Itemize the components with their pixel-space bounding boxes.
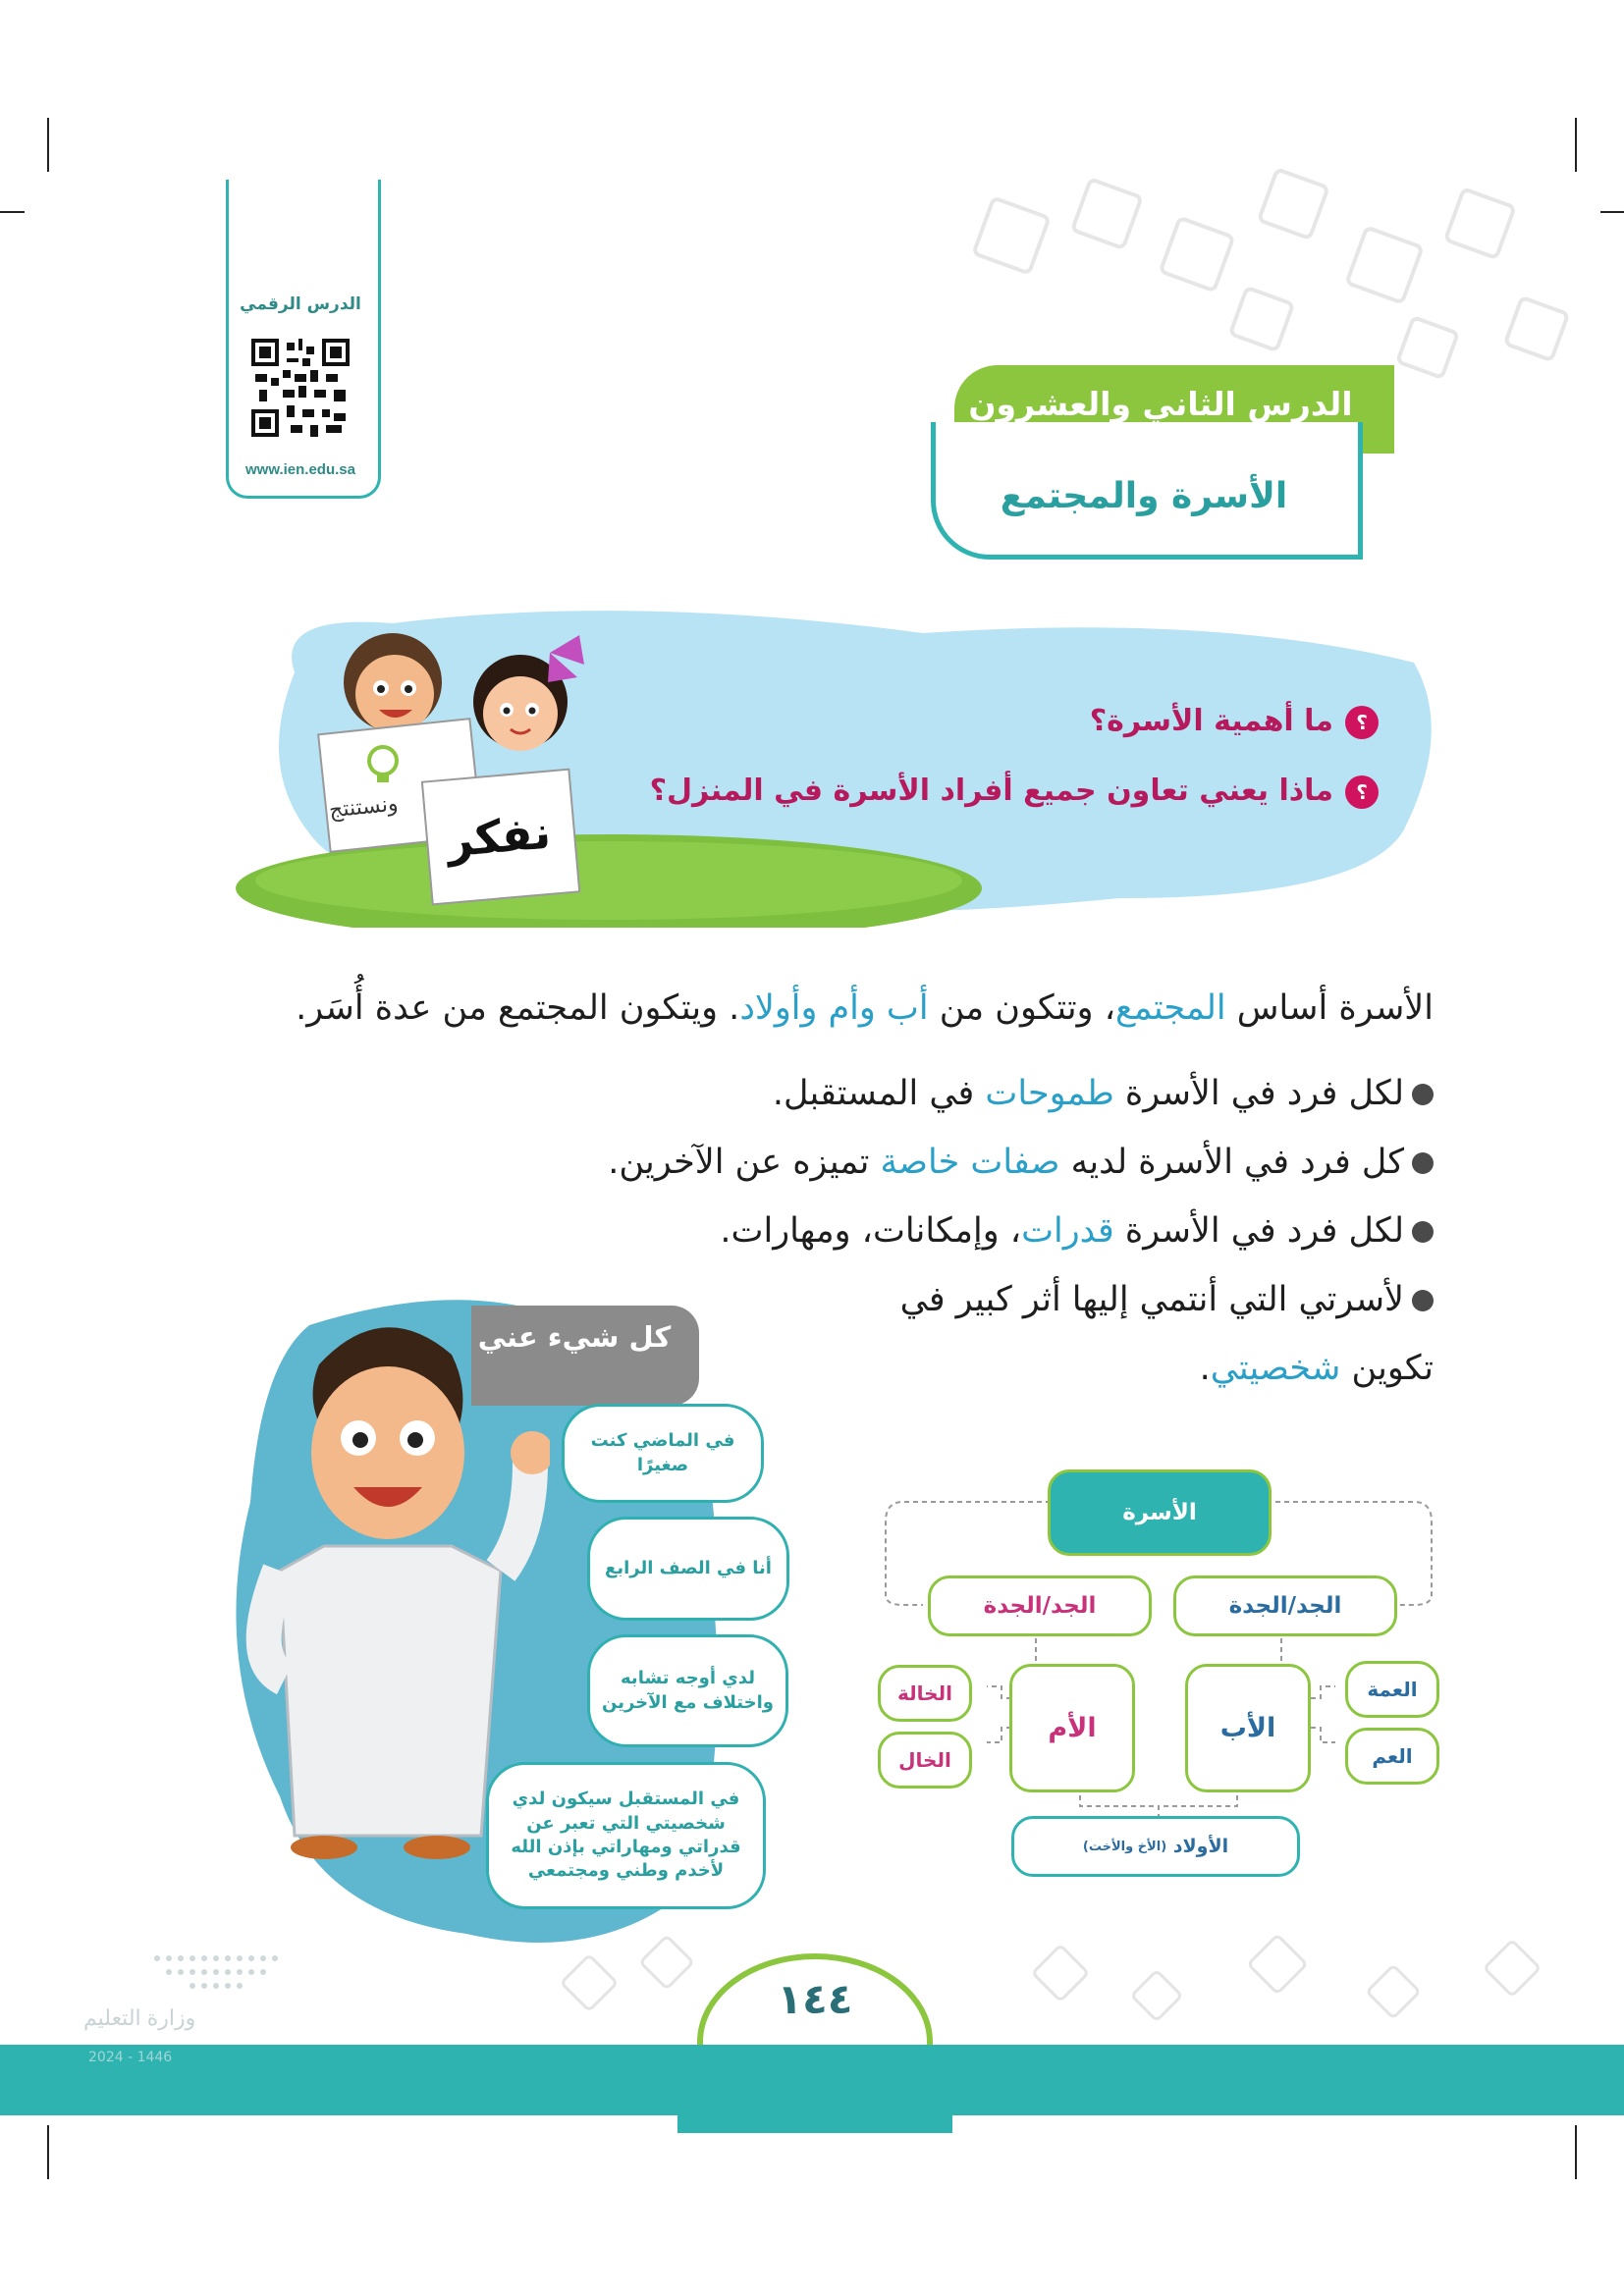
intro-paragraph: الأسرة أساس المجتمع، وتتكون من أب وأم وأولاد. ويتكون المجتمع من عدة أُسَر.	[296, 988, 1434, 1028]
sign-think: نفكر	[444, 805, 553, 868]
digital-lesson-url[interactable]: www.ien.edu.sa	[245, 461, 355, 478]
lesson-number: الدرس الثاني والعشرون	[968, 385, 1353, 423]
tree-node-maternal-aunt: الخالة	[878, 1665, 972, 1722]
about-me-bubble: أنا في الصف الرابع	[587, 1517, 789, 1621]
about-me-bubble: لدي أوجه تشابه واختلاف مع الآخرين	[587, 1634, 788, 1747]
ministry-logo-dots	[147, 1949, 295, 1998]
bullet-icon	[1412, 1290, 1434, 1311]
page-number: ١٤٤	[777, 1975, 853, 2023]
tree-node-paternal-aunt: العمة	[1345, 1661, 1439, 1718]
bullet-icon	[1412, 1152, 1434, 1174]
lesson-title: الأسرة والمجتمع	[1000, 476, 1288, 516]
tree-node-maternal-uncle: الخال	[878, 1732, 972, 1789]
question-mark-icon: ؟	[1345, 706, 1379, 739]
bullet-item: لكل فرد في الأسرة طموحات في المستقبل.	[773, 1070, 1434, 1118]
children-illustration	[314, 623, 609, 918]
tree-node-mother: الأم	[1009, 1664, 1135, 1792]
bullet-item: كل فرد في الأسرة لديه صفات خاصة تميزه عن الآخرين.	[608, 1139, 1434, 1187]
tree-node-paternal-grandparents: الجد/الجدة	[1173, 1575, 1397, 1636]
sign-conclude: ونستنتج	[327, 791, 400, 824]
tree-node-children: الأولاد (الأخ والأخت)	[1011, 1816, 1300, 1877]
about-me-bubble: في المستقبل سيكون لدي شخصيتي التي تعبر عن قدراتي ومهاراتي بإذن الله لأخدم وطني ومجتمعي	[486, 1762, 766, 1909]
about-me-title: كل شيء عني	[477, 1320, 672, 1354]
tree-node-father: الأب	[1185, 1664, 1311, 1792]
footer-band-cover	[677, 2045, 952, 2133]
think-question-1: ؟ما أهمية الأسرة؟	[1090, 704, 1379, 739]
edition-year: 2024 - 1446	[88, 2050, 173, 2065]
qr-code[interactable]	[251, 339, 350, 437]
tree-node-maternal-grandparents: الجد/الجدة	[928, 1575, 1152, 1636]
bullet-icon	[1412, 1084, 1434, 1105]
bullet-continuation: تكوين شخصيتي.	[1199, 1349, 1434, 1388]
think-question-2: ؟ماذا يعني تعاون جميع أفراد الأسرة في المنزل؟	[650, 774, 1379, 809]
bullet-icon	[1412, 1221, 1434, 1243]
ministry-logo-text: وزارة التعليم	[83, 2005, 196, 2030]
bullet-item: لكل فرد في الأسرة قدرات، وإمكانات، ومهارات.	[720, 1207, 1434, 1255]
about-me-bubble: في الماضي كنت صغيرًا	[562, 1404, 764, 1503]
digital-lesson-label: الدرس الرقمي	[240, 294, 361, 314]
tree-node-paternal-uncle: العم	[1345, 1728, 1439, 1785]
question-mark-icon: ؟	[1345, 775, 1379, 809]
bullet-item: لأسرتي التي أنتمي إليها أثر كبير في	[900, 1276, 1434, 1324]
tree-node-family: الأسرة	[1048, 1469, 1272, 1556]
